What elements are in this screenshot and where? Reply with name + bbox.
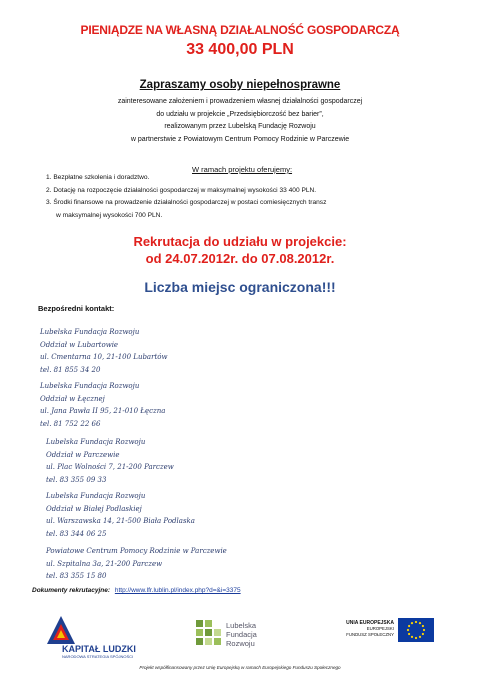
footer-note — [0, 665, 480, 670]
lfr-line-2: Fundacja — [226, 630, 257, 639]
lfr-line-3: Rozwoju — [226, 639, 255, 648]
lfr-logo — [196, 618, 276, 654]
offer-item: 1. Bezpłatne szkolenia i doradztwo. — [46, 174, 150, 181]
docs-link[interactable]: http://www.lfr.lublin.pl/index.php?d=&i=3375 — [114, 587, 241, 594]
docs-label: Dokumenty rekrutacyjne: — [32, 587, 111, 594]
page-title — [0, 23, 480, 37]
offer-item: w maksymalnej wysokości 700 PLN. — [56, 211, 163, 219]
offer-item: 3. Środki finansowe na prowadzenie działalności gospodarczej w postaci comiesięcznych transz — [46, 199, 327, 207]
intro-line-2: do udziału w projekcie „Przedsiębiorczość bez barier”, — [156, 110, 324, 118]
contact-heading-text: Bezpośredni kontakt: — [38, 304, 115, 313]
eu-logo — [338, 618, 438, 648]
recruitment — [0, 233, 480, 267]
kl-title: KAPITAŁ LUDZKI — [62, 644, 136, 654]
intro-heading — [0, 79, 480, 91]
amount — [0, 41, 480, 59]
limited-text: Liczba miejsc ograniczona!!! — [144, 279, 336, 295]
eu-line-2: EUROPEJSKI — [366, 626, 394, 631]
contact-block: Lubelska Fundacja Rozwoju Oddział w Łęcznej ul. Jana Pawła II 95, 21-010 Łęczna tel. 81 752 22 66 — [40, 382, 166, 428]
intro-text — [0, 96, 480, 146]
kl-subtitle: NARODOWA STRATEGIA SPÓJNOŚCI — [62, 654, 134, 659]
intro-heading-text: Zapraszamy osoby niepełnosprawne — [139, 79, 341, 91]
contact-heading — [38, 304, 114, 313]
contact-block: Lubelska Fundacja Rozwoju Oddział w Białej Podlaskiej ul. Warszawska 14, 21-500 Biała Podlaska tel. 83 344 06 25 — [46, 492, 195, 538]
offer-heading-text: W ramach projektu oferujemy: — [192, 165, 293, 174]
amount-text: 33 400,00 PLN — [186, 41, 294, 58]
contact-block: Lubelska Fundacja Rozwoju Oddział w Parczewie ul. Plac Wolności 7, 21-200 Parczew tel. 83 355 09 33 — [46, 438, 174, 484]
intro-line-1: zainteresowane założeniem i prowadzeniem własnej działalności gospodarczej — [117, 98, 363, 105]
kl-emblem-icon — [46, 615, 76, 645]
eu-flag-icon — [398, 618, 434, 642]
contact-block: Powiatowe Centrum Pomocy Rodzinie w Parczewie ul. Szpitalna 3a, 21-200 Parczew tel. 83 355 15 80 — [46, 547, 227, 580]
lfr-emblem-icon — [196, 620, 222, 650]
offer-list — [46, 172, 326, 222]
kapital-ludzki-logo — [44, 615, 174, 659]
intro-line-4: w partnerstwie z Powiatowym Centrum Pomocy Rodzinie w Parczewie — [130, 135, 350, 143]
lfr-line-1: Lubelska — [226, 621, 257, 630]
eu-line-3: FUNDUSZ SPOŁECZNY — [346, 632, 394, 637]
title-text: PIENIĄDZE NA WŁASNĄ DZIAŁALNOŚĆ GOSPODARCZĄ — [80, 23, 400, 37]
recruitment-line-1: Rekrutacja do udziału w projekcie: — [133, 234, 347, 249]
limited-places — [0, 279, 480, 295]
docs-line — [32, 587, 241, 594]
recruitment-line-2: od 24.07.2012r. do 07.08.2012r. — [145, 251, 335, 266]
intro-line-3: realizowanym przez Lubelską Fundację Rozwoju — [164, 123, 316, 130]
contact-block: Lubelska Fundacja Rozwoju Oddział w Lubartowie ul. Cmentarna 10, 21-100 Lubartów tel. 81 855 34 20 — [40, 328, 168, 374]
offer-item: 2. Dotację na rozpoczęcie działalności gospodarczej w maksymalnej wysokości 33 400 PLN. — [46, 186, 317, 194]
eu-line-1: UNIA EUROPEJSKA — [346, 620, 394, 626]
footer-text: Projekt współfinansowany przez Unię Europejską w ramach Europejskiego Funduszu Społecznego — [139, 665, 341, 670]
